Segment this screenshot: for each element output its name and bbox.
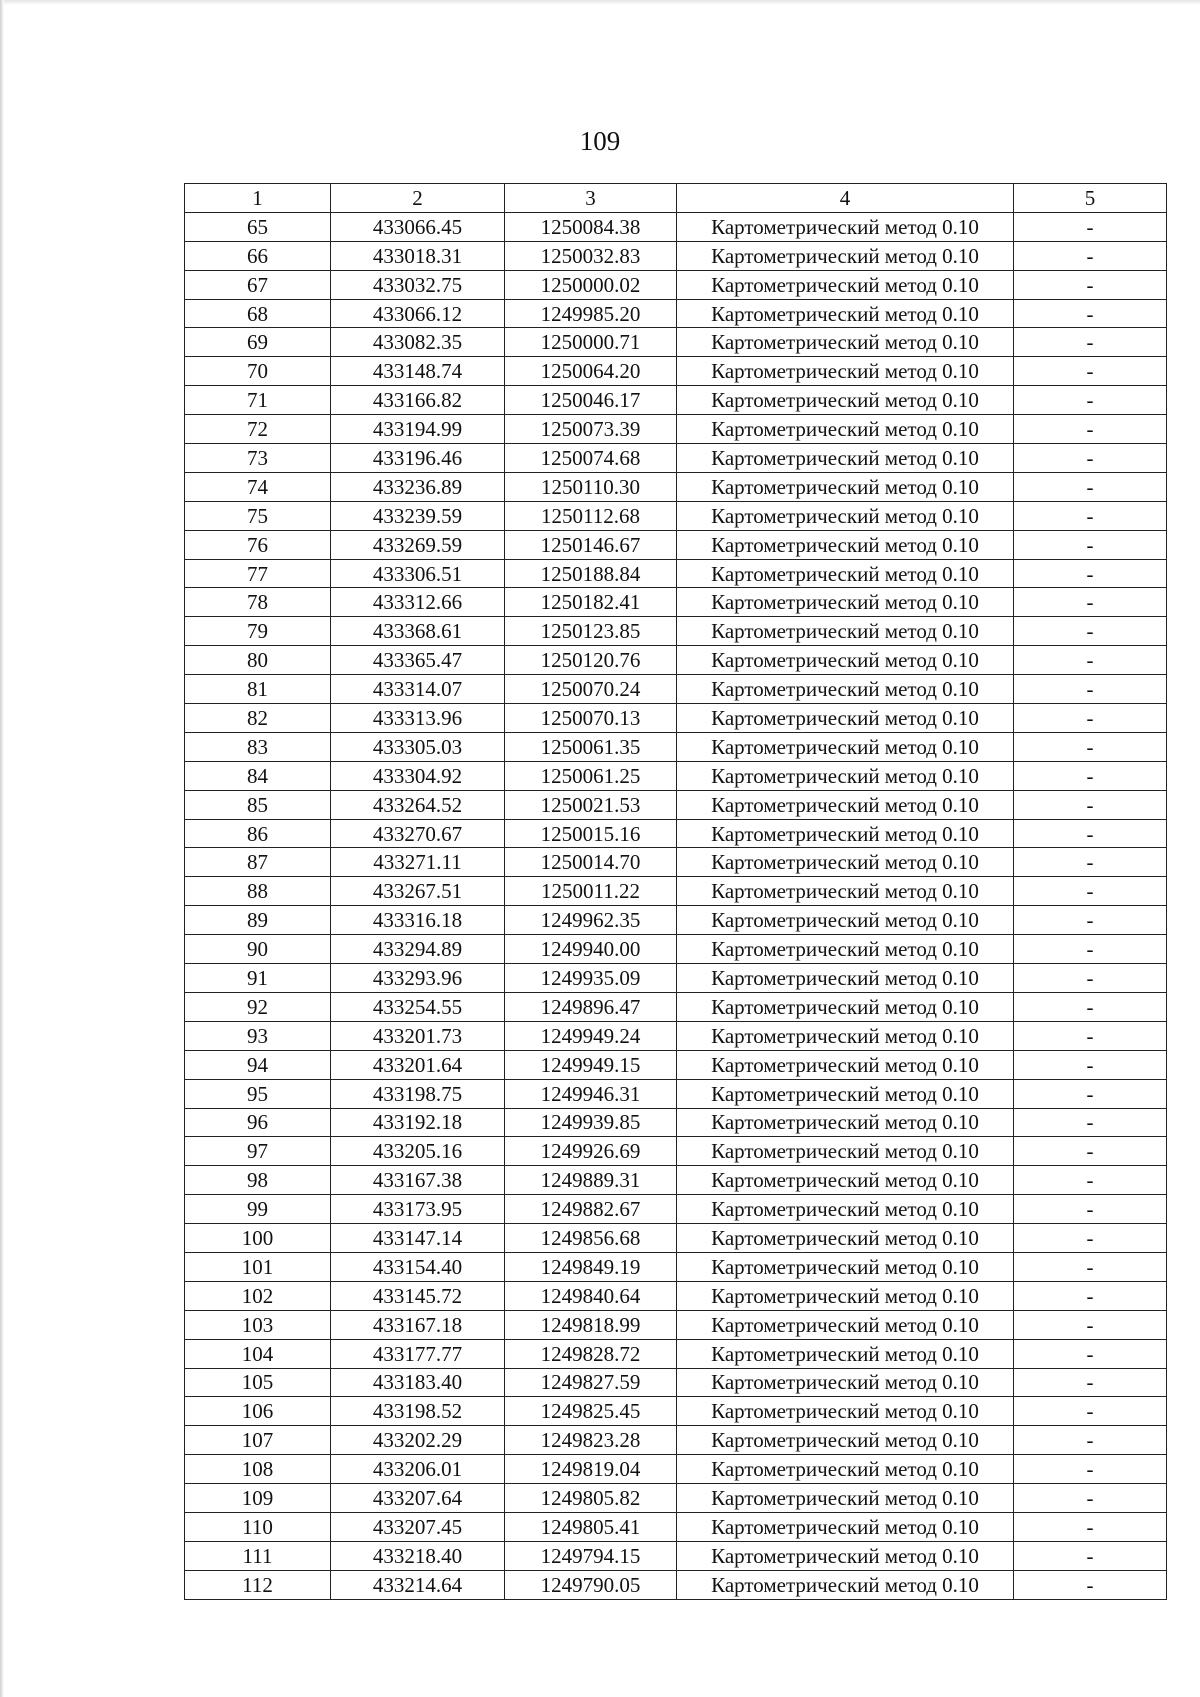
- point-number-cell: 101: [185, 1252, 331, 1281]
- y-coordinate-cell: 1250061.25: [505, 761, 677, 790]
- method-cell: Картометрический метод 0.10: [677, 386, 1014, 415]
- point-number-cell: 80: [185, 646, 331, 675]
- point-number-cell: 74: [185, 472, 331, 501]
- table-row: [185, 415, 1167, 444]
- note-cell: -: [1014, 877, 1167, 906]
- note-cell: -: [1014, 501, 1167, 530]
- x-coordinate-cell: 433148.74: [331, 357, 505, 386]
- x-coordinate-cell: 433196.46: [331, 444, 505, 473]
- method-cell: Картометрический метод 0.10: [677, 1050, 1014, 1079]
- method-cell: Картометрический метод 0.10: [677, 357, 1014, 386]
- note-cell: -: [1014, 1252, 1167, 1281]
- note-cell: -: [1014, 386, 1167, 415]
- method-cell: Картометрический метод 0.10: [677, 617, 1014, 646]
- method-cell: Картометрический метод 0.10: [677, 819, 1014, 848]
- table-row: [185, 1195, 1167, 1224]
- x-coordinate-cell: 433306.51: [331, 559, 505, 588]
- note-cell: -: [1014, 964, 1167, 993]
- method-cell: Картометрический метод 0.10: [677, 790, 1014, 819]
- method-cell: Картометрический метод 0.10: [677, 1541, 1014, 1570]
- y-coordinate-cell: 1250084.38: [505, 212, 677, 241]
- header-cell-5: 5: [1014, 184, 1167, 213]
- table-header-row: [185, 184, 1167, 213]
- point-number-cell: 95: [185, 1079, 331, 1108]
- y-coordinate-cell: 1250070.24: [505, 675, 677, 704]
- x-coordinate-cell: 433313.96: [331, 704, 505, 733]
- y-coordinate-cell: 1250120.76: [505, 646, 677, 675]
- table-row: [185, 1224, 1167, 1253]
- x-coordinate-cell: 433177.77: [331, 1339, 505, 1368]
- note-cell: -: [1014, 1137, 1167, 1166]
- x-coordinate-cell: 433304.92: [331, 761, 505, 790]
- table-row: [185, 675, 1167, 704]
- table-row: [185, 1108, 1167, 1137]
- table-row: [185, 848, 1167, 877]
- x-coordinate-cell: 433269.59: [331, 530, 505, 559]
- y-coordinate-cell: 1250064.20: [505, 357, 677, 386]
- note-cell: -: [1014, 1195, 1167, 1224]
- table-row: [185, 732, 1167, 761]
- point-number-cell: 71: [185, 386, 331, 415]
- page-number: 109: [579, 126, 621, 156]
- note-cell: -: [1014, 704, 1167, 733]
- y-coordinate-cell: 1249882.67: [505, 1195, 677, 1224]
- point-number-cell: 84: [185, 761, 331, 790]
- x-coordinate-cell: 433270.67: [331, 819, 505, 848]
- method-cell: Картометрический метод 0.10: [677, 588, 1014, 617]
- table-row: [185, 299, 1167, 328]
- point-number-cell: 69: [185, 328, 331, 357]
- header-cell-4: 4: [677, 184, 1014, 213]
- method-cell: Картометрический метод 0.10: [677, 1195, 1014, 1224]
- method-cell: Картометрический метод 0.10: [677, 906, 1014, 935]
- note-cell: -: [1014, 444, 1167, 473]
- x-coordinate-cell: 433145.72: [331, 1281, 505, 1310]
- point-number-cell: 112: [185, 1570, 331, 1599]
- point-number-cell: 94: [185, 1050, 331, 1079]
- method-cell: Картометрический метод 0.10: [677, 559, 1014, 588]
- y-coordinate-cell: 1249935.09: [505, 964, 677, 993]
- table-body: [185, 184, 1167, 1600]
- point-number-cell: 92: [185, 992, 331, 1021]
- x-coordinate-cell: 433167.38: [331, 1166, 505, 1195]
- y-coordinate-cell: 1250046.17: [505, 386, 677, 415]
- y-coordinate-cell: 1249819.04: [505, 1455, 677, 1484]
- method-cell: Картометрический метод 0.10: [677, 1570, 1014, 1599]
- note-cell: -: [1014, 1570, 1167, 1599]
- point-number-cell: 83: [185, 732, 331, 761]
- table-row: [185, 1166, 1167, 1195]
- x-coordinate-cell: 433018.31: [331, 241, 505, 270]
- y-coordinate-cell: 1250061.35: [505, 732, 677, 761]
- method-cell: Картометрический метод 0.10: [677, 935, 1014, 964]
- y-coordinate-cell: 1249805.41: [505, 1512, 677, 1541]
- method-cell: Картометрический метод 0.10: [677, 501, 1014, 530]
- table-row: [185, 328, 1167, 357]
- method-cell: Картометрический метод 0.10: [677, 675, 1014, 704]
- note-cell: -: [1014, 559, 1167, 588]
- point-number-cell: 100: [185, 1224, 331, 1253]
- note-cell: -: [1014, 212, 1167, 241]
- table-row: [185, 241, 1167, 270]
- y-coordinate-cell: 1249962.35: [505, 906, 677, 935]
- method-cell: Картометрический метод 0.10: [677, 1426, 1014, 1455]
- header-cell-2: 2: [331, 184, 505, 213]
- y-coordinate-cell: 1249949.15: [505, 1050, 677, 1079]
- y-coordinate-cell: 1249823.28: [505, 1426, 677, 1455]
- table-row: [185, 704, 1167, 733]
- table-row: [185, 790, 1167, 819]
- point-number-cell: 104: [185, 1339, 331, 1368]
- method-cell: Картометрический метод 0.10: [677, 1137, 1014, 1166]
- point-number-cell: 66: [185, 241, 331, 270]
- x-coordinate-cell: 433198.52: [331, 1397, 505, 1426]
- table-row: [185, 906, 1167, 935]
- x-coordinate-cell: 433192.18: [331, 1108, 505, 1137]
- note-cell: -: [1014, 328, 1167, 357]
- method-cell: Картометрический метод 0.10: [677, 646, 1014, 675]
- method-cell: Картометрический метод 0.10: [677, 241, 1014, 270]
- x-coordinate-cell: 433183.40: [331, 1368, 505, 1397]
- table-row: [185, 472, 1167, 501]
- x-coordinate-cell: 433198.75: [331, 1079, 505, 1108]
- table-row: [185, 530, 1167, 559]
- note-cell: -: [1014, 646, 1167, 675]
- x-coordinate-cell: 433207.45: [331, 1512, 505, 1541]
- point-number-cell: 70: [185, 357, 331, 386]
- point-number-cell: 93: [185, 1021, 331, 1050]
- header-cell-3: 3: [505, 184, 677, 213]
- x-coordinate-cell: 433254.55: [331, 992, 505, 1021]
- y-coordinate-cell: 1249949.24: [505, 1021, 677, 1050]
- note-cell: -: [1014, 1021, 1167, 1050]
- note-cell: -: [1014, 848, 1167, 877]
- y-coordinate-cell: 1249940.00: [505, 935, 677, 964]
- y-coordinate-cell: 1250073.39: [505, 415, 677, 444]
- x-coordinate-cell: 433066.12: [331, 299, 505, 328]
- note-cell: -: [1014, 357, 1167, 386]
- table-row: [185, 1484, 1167, 1513]
- x-coordinate-cell: 433312.66: [331, 588, 505, 617]
- note-cell: -: [1014, 299, 1167, 328]
- y-coordinate-cell: 1250070.13: [505, 704, 677, 733]
- point-number-cell: 82: [185, 704, 331, 733]
- y-coordinate-cell: 1250123.85: [505, 617, 677, 646]
- table-row: [185, 877, 1167, 906]
- point-number-cell: 108: [185, 1455, 331, 1484]
- note-cell: -: [1014, 1368, 1167, 1397]
- point-number-cell: 76: [185, 530, 331, 559]
- point-number-cell: 86: [185, 819, 331, 848]
- scan-shadow-top: [0, 0, 1200, 5]
- table-row: [185, 1281, 1167, 1310]
- note-cell: -: [1014, 1541, 1167, 1570]
- note-cell: -: [1014, 819, 1167, 848]
- y-coordinate-cell: 1250112.68: [505, 501, 677, 530]
- y-coordinate-cell: 1249896.47: [505, 992, 677, 1021]
- method-cell: Картометрический метод 0.10: [677, 1368, 1014, 1397]
- table-row: [185, 1397, 1167, 1426]
- point-number-cell: 68: [185, 299, 331, 328]
- y-coordinate-cell: 1249939.85: [505, 1108, 677, 1137]
- table-row: [185, 761, 1167, 790]
- x-coordinate-cell: 433202.29: [331, 1426, 505, 1455]
- method-cell: Картометрический метод 0.10: [677, 1310, 1014, 1339]
- x-coordinate-cell: 433365.47: [331, 646, 505, 675]
- point-number-cell: 81: [185, 675, 331, 704]
- y-coordinate-cell: 1250146.67: [505, 530, 677, 559]
- table-row: [185, 819, 1167, 848]
- note-cell: -: [1014, 472, 1167, 501]
- table-row: [185, 1252, 1167, 1281]
- x-coordinate-cell: 433082.35: [331, 328, 505, 357]
- y-coordinate-cell: 1249946.31: [505, 1079, 677, 1108]
- point-number-cell: 88: [185, 877, 331, 906]
- table-row: [185, 444, 1167, 473]
- point-number-cell: 75: [185, 501, 331, 530]
- point-number-cell: 89: [185, 906, 331, 935]
- method-cell: Картометрический метод 0.10: [677, 1339, 1014, 1368]
- y-coordinate-cell: 1249926.69: [505, 1137, 677, 1166]
- note-cell: -: [1014, 1426, 1167, 1455]
- x-coordinate-cell: 433264.52: [331, 790, 505, 819]
- coordinates-table: [184, 183, 1167, 1600]
- y-coordinate-cell: 1249805.82: [505, 1484, 677, 1513]
- method-cell: Картометрический метод 0.10: [677, 444, 1014, 473]
- table-row: [185, 501, 1167, 530]
- y-coordinate-cell: 1249856.68: [505, 1224, 677, 1253]
- x-coordinate-cell: 433239.59: [331, 501, 505, 530]
- table-row: [185, 559, 1167, 588]
- table-row: [185, 1021, 1167, 1050]
- y-coordinate-cell: 1250011.22: [505, 877, 677, 906]
- table-row: [185, 386, 1167, 415]
- x-coordinate-cell: 433173.95: [331, 1195, 505, 1224]
- y-coordinate-cell: 1250021.53: [505, 790, 677, 819]
- point-number-cell: 99: [185, 1195, 331, 1224]
- table-row: [185, 1339, 1167, 1368]
- note-cell: -: [1014, 1281, 1167, 1310]
- method-cell: Картометрический метод 0.10: [677, 1484, 1014, 1513]
- x-coordinate-cell: 433218.40: [331, 1541, 505, 1570]
- table-row: [185, 1512, 1167, 1541]
- note-cell: -: [1014, 761, 1167, 790]
- point-number-cell: 102: [185, 1281, 331, 1310]
- point-number-cell: 87: [185, 848, 331, 877]
- note-cell: -: [1014, 1310, 1167, 1339]
- method-cell: Картометрический метод 0.10: [677, 1512, 1014, 1541]
- table-row: [185, 270, 1167, 299]
- x-coordinate-cell: 433294.89: [331, 935, 505, 964]
- note-cell: -: [1014, 270, 1167, 299]
- y-coordinate-cell: 1250188.84: [505, 559, 677, 588]
- method-cell: Картометрический метод 0.10: [677, 212, 1014, 241]
- note-cell: -: [1014, 617, 1167, 646]
- x-coordinate-cell: 433147.14: [331, 1224, 505, 1253]
- note-cell: -: [1014, 588, 1167, 617]
- point-number-cell: 103: [185, 1310, 331, 1339]
- method-cell: Картометрический метод 0.10: [677, 1281, 1014, 1310]
- x-coordinate-cell: 433166.82: [331, 386, 505, 415]
- table-row: [185, 1079, 1167, 1108]
- y-coordinate-cell: 1249825.45: [505, 1397, 677, 1426]
- table-row: [185, 1570, 1167, 1599]
- y-coordinate-cell: 1250182.41: [505, 588, 677, 617]
- note-cell: -: [1014, 1397, 1167, 1426]
- point-number-cell: 110: [185, 1512, 331, 1541]
- point-number-cell: 73: [185, 444, 331, 473]
- point-number-cell: 109: [185, 1484, 331, 1513]
- y-coordinate-cell: 1249840.64: [505, 1281, 677, 1310]
- table-row: [185, 1541, 1167, 1570]
- method-cell: Картометрический метод 0.10: [677, 472, 1014, 501]
- note-cell: -: [1014, 675, 1167, 704]
- table-row: [185, 212, 1167, 241]
- method-cell: Картометрический метод 0.10: [677, 761, 1014, 790]
- table-row: [185, 1310, 1167, 1339]
- method-cell: Картометрический метод 0.10: [677, 328, 1014, 357]
- note-cell: -: [1014, 992, 1167, 1021]
- method-cell: Картометрический метод 0.10: [677, 1079, 1014, 1108]
- x-coordinate-cell: 433236.89: [331, 472, 505, 501]
- table-row: [185, 1455, 1167, 1484]
- y-coordinate-cell: 1249790.05: [505, 1570, 677, 1599]
- point-number-cell: 67: [185, 270, 331, 299]
- method-cell: Картометрический метод 0.10: [677, 1224, 1014, 1253]
- x-coordinate-cell: 433032.75: [331, 270, 505, 299]
- note-cell: -: [1014, 906, 1167, 935]
- point-number-cell: 111: [185, 1541, 331, 1570]
- note-cell: -: [1014, 1224, 1167, 1253]
- x-coordinate-cell: 433267.51: [331, 877, 505, 906]
- y-coordinate-cell: 1250000.02: [505, 270, 677, 299]
- y-coordinate-cell: 1249794.15: [505, 1541, 677, 1570]
- method-cell: Картометрический метод 0.10: [677, 299, 1014, 328]
- note-cell: -: [1014, 1108, 1167, 1137]
- note-cell: -: [1014, 241, 1167, 270]
- header-cell-1: 1: [185, 184, 331, 213]
- table-row: [185, 964, 1167, 993]
- point-number-cell: 72: [185, 415, 331, 444]
- x-coordinate-cell: 433201.73: [331, 1021, 505, 1050]
- x-coordinate-cell: 433205.16: [331, 1137, 505, 1166]
- point-number-cell: 106: [185, 1397, 331, 1426]
- table-row: [185, 1137, 1167, 1166]
- x-coordinate-cell: 433167.18: [331, 1310, 505, 1339]
- method-cell: Картометрический метод 0.10: [677, 704, 1014, 733]
- x-coordinate-cell: 433201.64: [331, 1050, 505, 1079]
- y-coordinate-cell: 1249985.20: [505, 299, 677, 328]
- note-cell: -: [1014, 1512, 1167, 1541]
- x-coordinate-cell: 433314.07: [331, 675, 505, 704]
- x-coordinate-cell: 433271.11: [331, 848, 505, 877]
- x-coordinate-cell: 433214.64: [331, 1570, 505, 1599]
- y-coordinate-cell: 1250110.30: [505, 472, 677, 501]
- y-coordinate-cell: 1250014.70: [505, 848, 677, 877]
- y-coordinate-cell: 1249827.59: [505, 1368, 677, 1397]
- method-cell: Картометрический метод 0.10: [677, 1021, 1014, 1050]
- point-number-cell: 105: [185, 1368, 331, 1397]
- method-cell: Картометрический метод 0.10: [677, 877, 1014, 906]
- method-cell: Картометрический метод 0.10: [677, 1455, 1014, 1484]
- x-coordinate-cell: 433368.61: [331, 617, 505, 646]
- y-coordinate-cell: 1249818.99: [505, 1310, 677, 1339]
- method-cell: Картометрический метод 0.10: [677, 270, 1014, 299]
- note-cell: -: [1014, 790, 1167, 819]
- x-coordinate-cell: 433305.03: [331, 732, 505, 761]
- note-cell: -: [1014, 415, 1167, 444]
- method-cell: Картометрический метод 0.10: [677, 848, 1014, 877]
- table-row: [185, 992, 1167, 1021]
- x-coordinate-cell: 433066.45: [331, 212, 505, 241]
- note-cell: -: [1014, 1166, 1167, 1195]
- note-cell: -: [1014, 1079, 1167, 1108]
- table-row: [185, 1050, 1167, 1079]
- x-coordinate-cell: 433194.99: [331, 415, 505, 444]
- scan-shadow-left: [0, 0, 4, 1697]
- method-cell: Картометрический метод 0.10: [677, 415, 1014, 444]
- y-coordinate-cell: 1249889.31: [505, 1166, 677, 1195]
- method-cell: Картометрический метод 0.10: [677, 1397, 1014, 1426]
- point-number-cell: 90: [185, 935, 331, 964]
- point-number-cell: 98: [185, 1166, 331, 1195]
- table-row: [185, 357, 1167, 386]
- y-coordinate-cell: 1250000.71: [505, 328, 677, 357]
- x-coordinate-cell: 433154.40: [331, 1252, 505, 1281]
- y-coordinate-cell: 1250015.16: [505, 819, 677, 848]
- y-coordinate-cell: 1250074.68: [505, 444, 677, 473]
- method-cell: Картометрический метод 0.10: [677, 1166, 1014, 1195]
- note-cell: -: [1014, 530, 1167, 559]
- x-coordinate-cell: 433293.96: [331, 964, 505, 993]
- y-coordinate-cell: 1249828.72: [505, 1339, 677, 1368]
- point-number-cell: 97: [185, 1137, 331, 1166]
- note-cell: -: [1014, 1455, 1167, 1484]
- table-row: [185, 646, 1167, 675]
- point-number-cell: 107: [185, 1426, 331, 1455]
- method-cell: Картометрический метод 0.10: [677, 964, 1014, 993]
- method-cell: Картометрический метод 0.10: [677, 1252, 1014, 1281]
- x-coordinate-cell: 433207.64: [331, 1484, 505, 1513]
- point-number-cell: 79: [185, 617, 331, 646]
- table-row: [185, 935, 1167, 964]
- method-cell: Картометрический метод 0.10: [677, 530, 1014, 559]
- x-coordinate-cell: 433206.01: [331, 1455, 505, 1484]
- point-number-cell: 78: [185, 588, 331, 617]
- table-row: [185, 588, 1167, 617]
- table-row: [185, 1426, 1167, 1455]
- note-cell: -: [1014, 1050, 1167, 1079]
- point-number-cell: 85: [185, 790, 331, 819]
- point-number-cell: 91: [185, 964, 331, 993]
- point-number-cell: 96: [185, 1108, 331, 1137]
- method-cell: Картометрический метод 0.10: [677, 732, 1014, 761]
- point-number-cell: 65: [185, 212, 331, 241]
- note-cell: -: [1014, 1339, 1167, 1368]
- note-cell: -: [1014, 1484, 1167, 1513]
- note-cell: -: [1014, 935, 1167, 964]
- x-coordinate-cell: 433316.18: [331, 906, 505, 935]
- y-coordinate-cell: 1250032.83: [505, 241, 677, 270]
- table-row: [185, 617, 1167, 646]
- method-cell: Картометрический метод 0.10: [677, 1108, 1014, 1137]
- table-row: [185, 1368, 1167, 1397]
- method-cell: Картометрический метод 0.10: [677, 992, 1014, 1021]
- point-number-cell: 77: [185, 559, 331, 588]
- y-coordinate-cell: 1249849.19: [505, 1252, 677, 1281]
- note-cell: -: [1014, 732, 1167, 761]
